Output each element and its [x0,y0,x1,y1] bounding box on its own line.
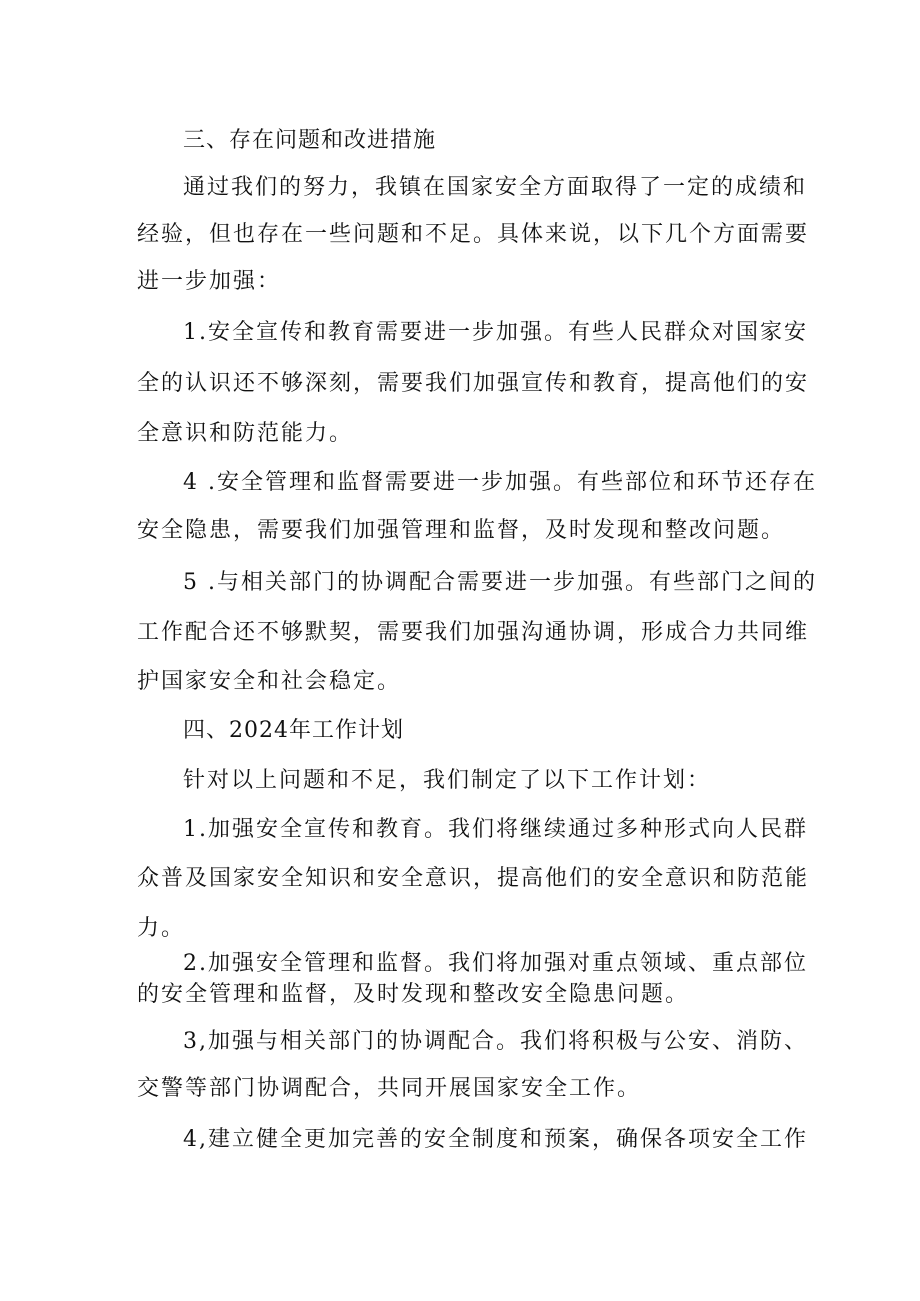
paragraph-line: 进一步加强： [137,269,282,294]
paragraph-line: 针对以上问题和不足，我们制定了以下工作计划： [183,768,712,793]
paragraph-line: 众普及国家安全知识和安全意识，提高他们的安全意识和防范能 [137,866,810,891]
paragraph-line: 的安全管理和监督，及时发现和整改安全隐患问题。 [137,982,690,1007]
paragraph-line: 护国家安全和社会稳定。 [137,669,402,694]
paragraph-line: 全的认识还不够深刻，需要我们加强宣传和教育，提高他们的安 [137,371,810,396]
paragraph-line: 4 .安全管理和监督需要进一步加强。有些部位和环节还存在 [183,470,817,495]
paragraph-line: 5 .与相关部门的协调配合需要进一步加强。有些部门之间的 [183,570,817,595]
paragraph-line: 3,加强与相关部门的协调配合。我们将积极与公安、消防、 [183,1029,808,1054]
paragraph-line: 4,建立健全更加完善的安全制度和预案，确保各项安全工作 [183,1127,808,1152]
paragraph-line: 全意识和防范能力。 [137,421,354,446]
section-3-heading: 三、存在问题和改进措施 [183,128,437,153]
paragraph-line: 经验，但也存在一些问题和不足。具体来说，以下几个方面需要 [137,222,810,247]
paragraph-line: 工作配合还不够默契，需要我们加强沟通协调，形成合力共同维 [137,620,810,645]
paragraph-line: 通过我们的努力，我镇在国家安全方面取得了一定的成绩和 [183,175,808,200]
paragraph-line: 交警等部门协调配合，共同开展国家安全工作。 [137,1076,642,1101]
section-4-heading: 四、2024年工作计划 [183,718,404,743]
paragraph-line: 2.加强安全管理和监督。我们将加强对重点领域、重点部位 [183,951,808,976]
paragraph-line: 力。 [137,916,186,941]
paragraph-line: 1.安全宣传和教育需要进一步加强。有些人民群众对国家安 [183,320,808,345]
paragraph-line: 1.加强安全宣传和教育。我们将继续通过多种形式向人民群 [183,817,808,842]
paragraph-line: 安全隐患，需要我们加强管理和监督，及时发现和整改问题。 [137,518,786,543]
